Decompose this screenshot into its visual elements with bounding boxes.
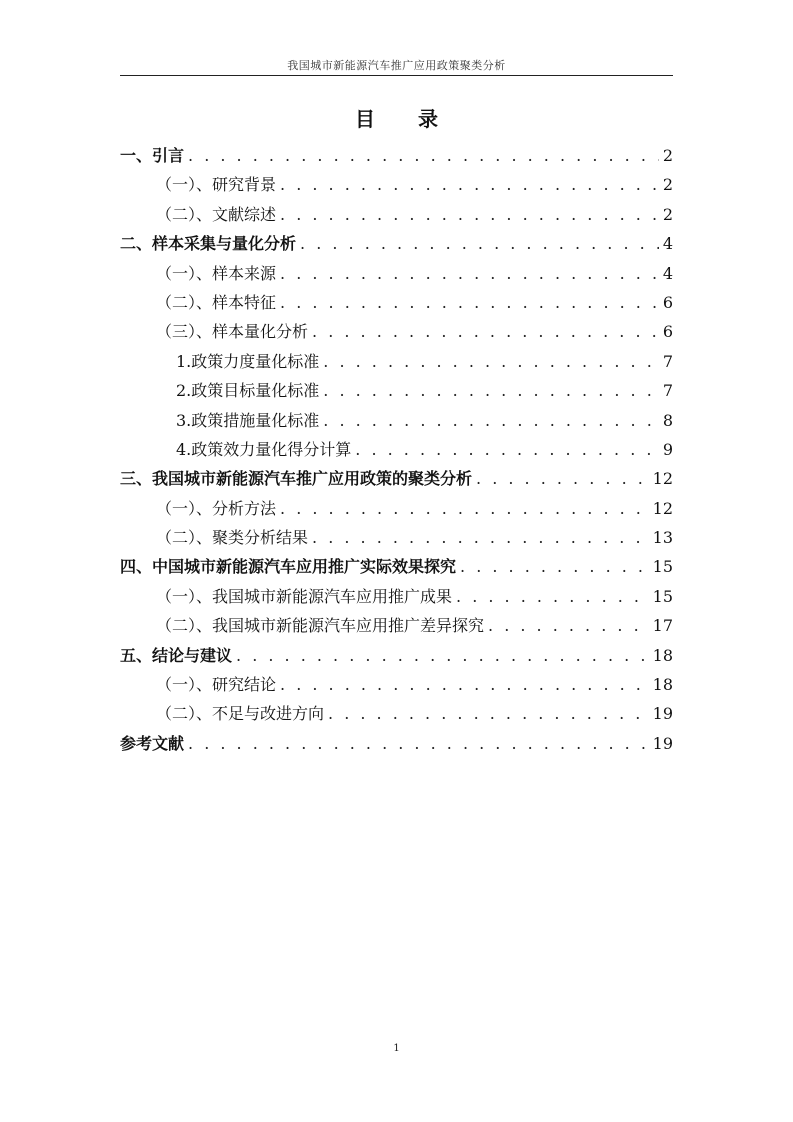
dot-leader [188,141,659,170]
toc-page-number: 19 [652,733,673,753]
toc-entry-text: （一）、研究背景 [156,175,277,195]
toc-entry[interactable] [120,347,673,376]
toc-entry[interactable] [120,494,673,523]
toc-entry[interactable] [120,699,673,728]
dot-leader [280,259,659,288]
dot-leader [488,611,649,640]
toc-entry-text: 一、引言 [120,146,185,165]
toc-page-number: 19 [652,704,673,724]
toc-entry-text: （二）、聚类分析结果 [156,528,309,548]
toc-entry-text: （一）、分析方法 [156,498,277,518]
toc-entry-text: 三、我国城市新能源汽车推广应用政策的聚类分析 [120,469,473,489]
toc-entry-text: 参考文献 [120,733,185,753]
toc-entry[interactable] [120,552,673,581]
dot-leader [188,729,649,758]
running-header: 我国城市新能源汽车推广应用政策聚类分析 [287,59,506,72]
toc-title: 目 录 [355,107,456,131]
toc-entry[interactable] [120,435,673,464]
toc-entry[interactable] [120,141,673,170]
toc-page-number: 9 [662,439,673,459]
toc-entry[interactable] [120,611,673,640]
toc-entry-text: （二）、文献综述 [156,204,277,224]
toc-entry-text: 4.政策效力量化得分计算 [176,439,352,459]
dot-leader [280,200,659,229]
toc-page-number: 12 [652,469,673,489]
toc-entry-text: 四、中国城市新能源汽车应用推广实际效果探究 [120,557,457,577]
toc-entry-text: （二）、样本特征 [156,292,277,312]
toc-entry[interactable] [120,464,673,493]
toc-entry-text: 2.政策目标量化标准 [176,381,320,401]
dot-leader [328,699,649,728]
toc-entry-text: （一）、研究结论 [156,675,277,695]
toc-entry[interactable] [120,259,673,288]
toc-entry[interactable] [120,582,673,611]
toc-page-number: 13 [652,528,673,548]
toc-entry[interactable] [120,229,673,258]
toc-entry[interactable] [120,406,673,435]
toc-page-number: 15 [652,557,673,577]
toc-entry-text: （一）、我国城市新能源汽车应用推广成果 [156,586,453,606]
toc-page-number: 8 [662,410,673,430]
dot-leader [312,523,649,552]
dot-leader [312,317,659,346]
header-rule [120,75,673,76]
toc-page-number: 6 [662,292,673,312]
toc-entry[interactable] [120,670,673,699]
toc-entry-text: （一）、样本来源 [156,263,277,283]
toc-page-number: 4 [662,263,673,283]
toc-entry-text: 3.政策措施量化标准 [176,410,320,430]
toc-page-number: 15 [652,586,673,606]
toc-entry-text: （三）、样本量化分析 [156,322,309,342]
dot-leader [280,494,649,523]
dot-leader [323,347,659,376]
toc-entry-text: 五、结论与建议 [120,645,233,665]
dot-leader [280,170,659,199]
dot-leader [280,288,659,317]
toc-page-number: 4 [662,234,673,254]
toc-page-number: 6 [662,322,673,342]
dot-leader [476,464,649,493]
toc-entry[interactable] [120,317,673,346]
toc-entry[interactable] [120,200,673,229]
dot-leader [460,552,649,581]
toc-entry[interactable] [120,170,673,199]
toc-entry-text: 1.政策力度量化标准 [176,351,320,371]
toc-page-number: 2 [662,175,673,195]
dot-leader [236,641,649,670]
toc-entry[interactable] [120,288,673,317]
toc-entry-text: 二、样本采集与量化分析 [120,234,297,254]
toc-entry[interactable] [120,729,673,758]
table-of-contents [120,141,673,758]
toc-entry[interactable] [120,641,673,670]
toc-page-number: 7 [662,351,673,371]
toc-entry[interactable] [120,376,673,405]
toc-page-number: 7 [662,381,673,401]
page-number: 1 [393,1043,400,1054]
toc-page-number: 18 [652,645,673,665]
toc-page-number: 2 [662,146,673,165]
dot-leader [456,582,649,611]
dot-leader [300,229,659,258]
toc-entry-text: （二）、我国城市新能源汽车应用推广差异探究 [156,616,485,636]
dot-leader [355,435,659,464]
toc-page-number: 17 [652,616,673,636]
dot-leader [323,406,659,435]
toc-entry-text: （二）、不足与改进方向 [156,704,325,724]
dot-leader [280,670,649,699]
toc-page-number: 18 [652,675,673,695]
toc-entry[interactable] [120,523,673,552]
dot-leader [323,376,659,405]
toc-page-number: 2 [662,204,673,224]
toc-page-number: 12 [652,498,673,518]
